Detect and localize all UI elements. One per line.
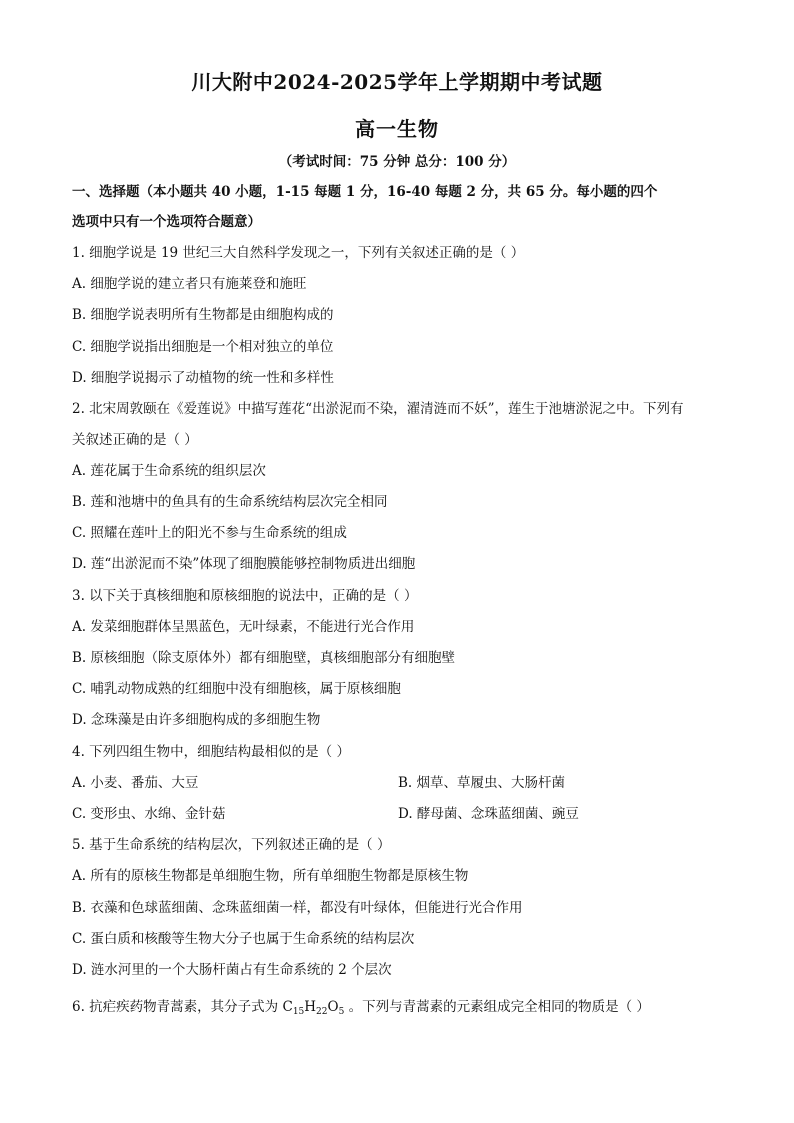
option-b: B. 烟草、草履虫、大肠杆菌 — [398, 775, 566, 791]
question-stem: 2. 北宋周敦颐在《爱莲说》中描写莲花“出淤泥而不染，濯清涟而不妖”，莲生于池塘淤泥之中。下列有 — [72, 401, 684, 417]
question-stem: 3. 以下关于真核细胞和原核细胞的说法中，正确的是（ ） — [72, 588, 418, 604]
exam-title: 川大附中2024-2025学年上学期期中考试题 — [191, 70, 603, 94]
exam-info: （考试时间：75 分钟 总分：100 分） — [278, 154, 516, 170]
option-d: D. 莲“出淤泥而不染”体现了细胞膜能够控制物质进出细胞 — [72, 556, 416, 572]
subject-title: 高一生物 — [355, 117, 439, 141]
question-stem — [72, 997, 722, 1022]
option-a: A. 发菜细胞群体呈黑蓝色，无叶绿素，不能进行光合作用 — [72, 619, 415, 635]
stem-prefix: 6. 抗疟疾药物青蒿素，其分子式为 — [72, 999, 283, 1015]
molecular-formula: $C_{15}H_{22}O_5$ — [282, 999, 345, 1017]
question-stem: 1. 细胞学说是 19 世纪三大自然科学发现之一，下列有关叙述正确的是（ ） — [72, 245, 525, 261]
option-c: C. 细胞学说指出细胞是一个相对独立的单位 — [72, 339, 334, 355]
option-a: A. 莲花属于生命系统的组织层次 — [72, 463, 266, 479]
option-d: D. 念珠藻是由许多细胞构成的多细胞生物 — [72, 712, 321, 728]
option-b: B. 细胞学说表明所有生物都是由细胞构成的 — [72, 307, 334, 323]
option-c: C. 蛋白质和核酸等生物大分子也属于生命系统的结构层次 — [72, 931, 415, 947]
option-a: A. 细胞学说的建立者只有施莱登和施旺 — [72, 276, 307, 292]
section-heading-line-1: 一、选择题（本小题共 40 小题，1-15 每题 1 分，16-40 每题 2 分，共 65 分。每小题的四个 — [72, 184, 658, 200]
option-row-cd — [72, 804, 722, 824]
option-c: C. 哺乳动物成熟的红细胞中没有细胞核，属于原核细胞 — [72, 681, 401, 697]
option-a: A. 所有的原核生物都是单细胞生物，所有单细胞生物都是原核生物 — [72, 868, 469, 884]
option-d: D. 酵母菌、念珠蓝细菌、豌豆 — [398, 806, 579, 822]
option-row-ab — [72, 773, 722, 793]
option-d: D. 涟水河里的一个大肠杆菌占有生命系统的 2 个层次 — [72, 962, 392, 978]
option-b: B. 衣藻和色球蓝细菌、念珠蓝细菌一样，都没有叶绿体，但能进行光合作用 — [72, 900, 523, 916]
option-d: D. 细胞学说揭示了动植物的统一性和多样性 — [72, 370, 334, 386]
question-stem-continued: 关叙述正确的是（ ） — [72, 432, 198, 448]
option-c: C. 照耀在莲叶上的阳光不参与生命系统的组成 — [72, 525, 347, 541]
option-c: C. 变形虫、水绵、金针菇 — [72, 806, 226, 822]
option-a: A. 小麦、番茄、大豆 — [72, 775, 199, 791]
question-stem: 4. 下列四组生物中，细胞结构最相似的是（ ） — [72, 744, 350, 760]
stem-suffix: 。下列与青蒿素的元素组成完全相同的物质是（ ） — [344, 999, 650, 1015]
question-stem: 5. 基于生命系统的结构层次，下列叙述正确的是（ ） — [72, 837, 391, 853]
option-b: B. 原核细胞（除支原体外）都有细胞壁，真核细胞部分有细胞壁 — [72, 650, 456, 666]
option-b: B. 莲和池塘中的鱼具有的生命系统结构层次完全相同 — [72, 494, 388, 510]
section-heading-line-2: 选项中只有一个选项符合题意） — [72, 214, 261, 230]
